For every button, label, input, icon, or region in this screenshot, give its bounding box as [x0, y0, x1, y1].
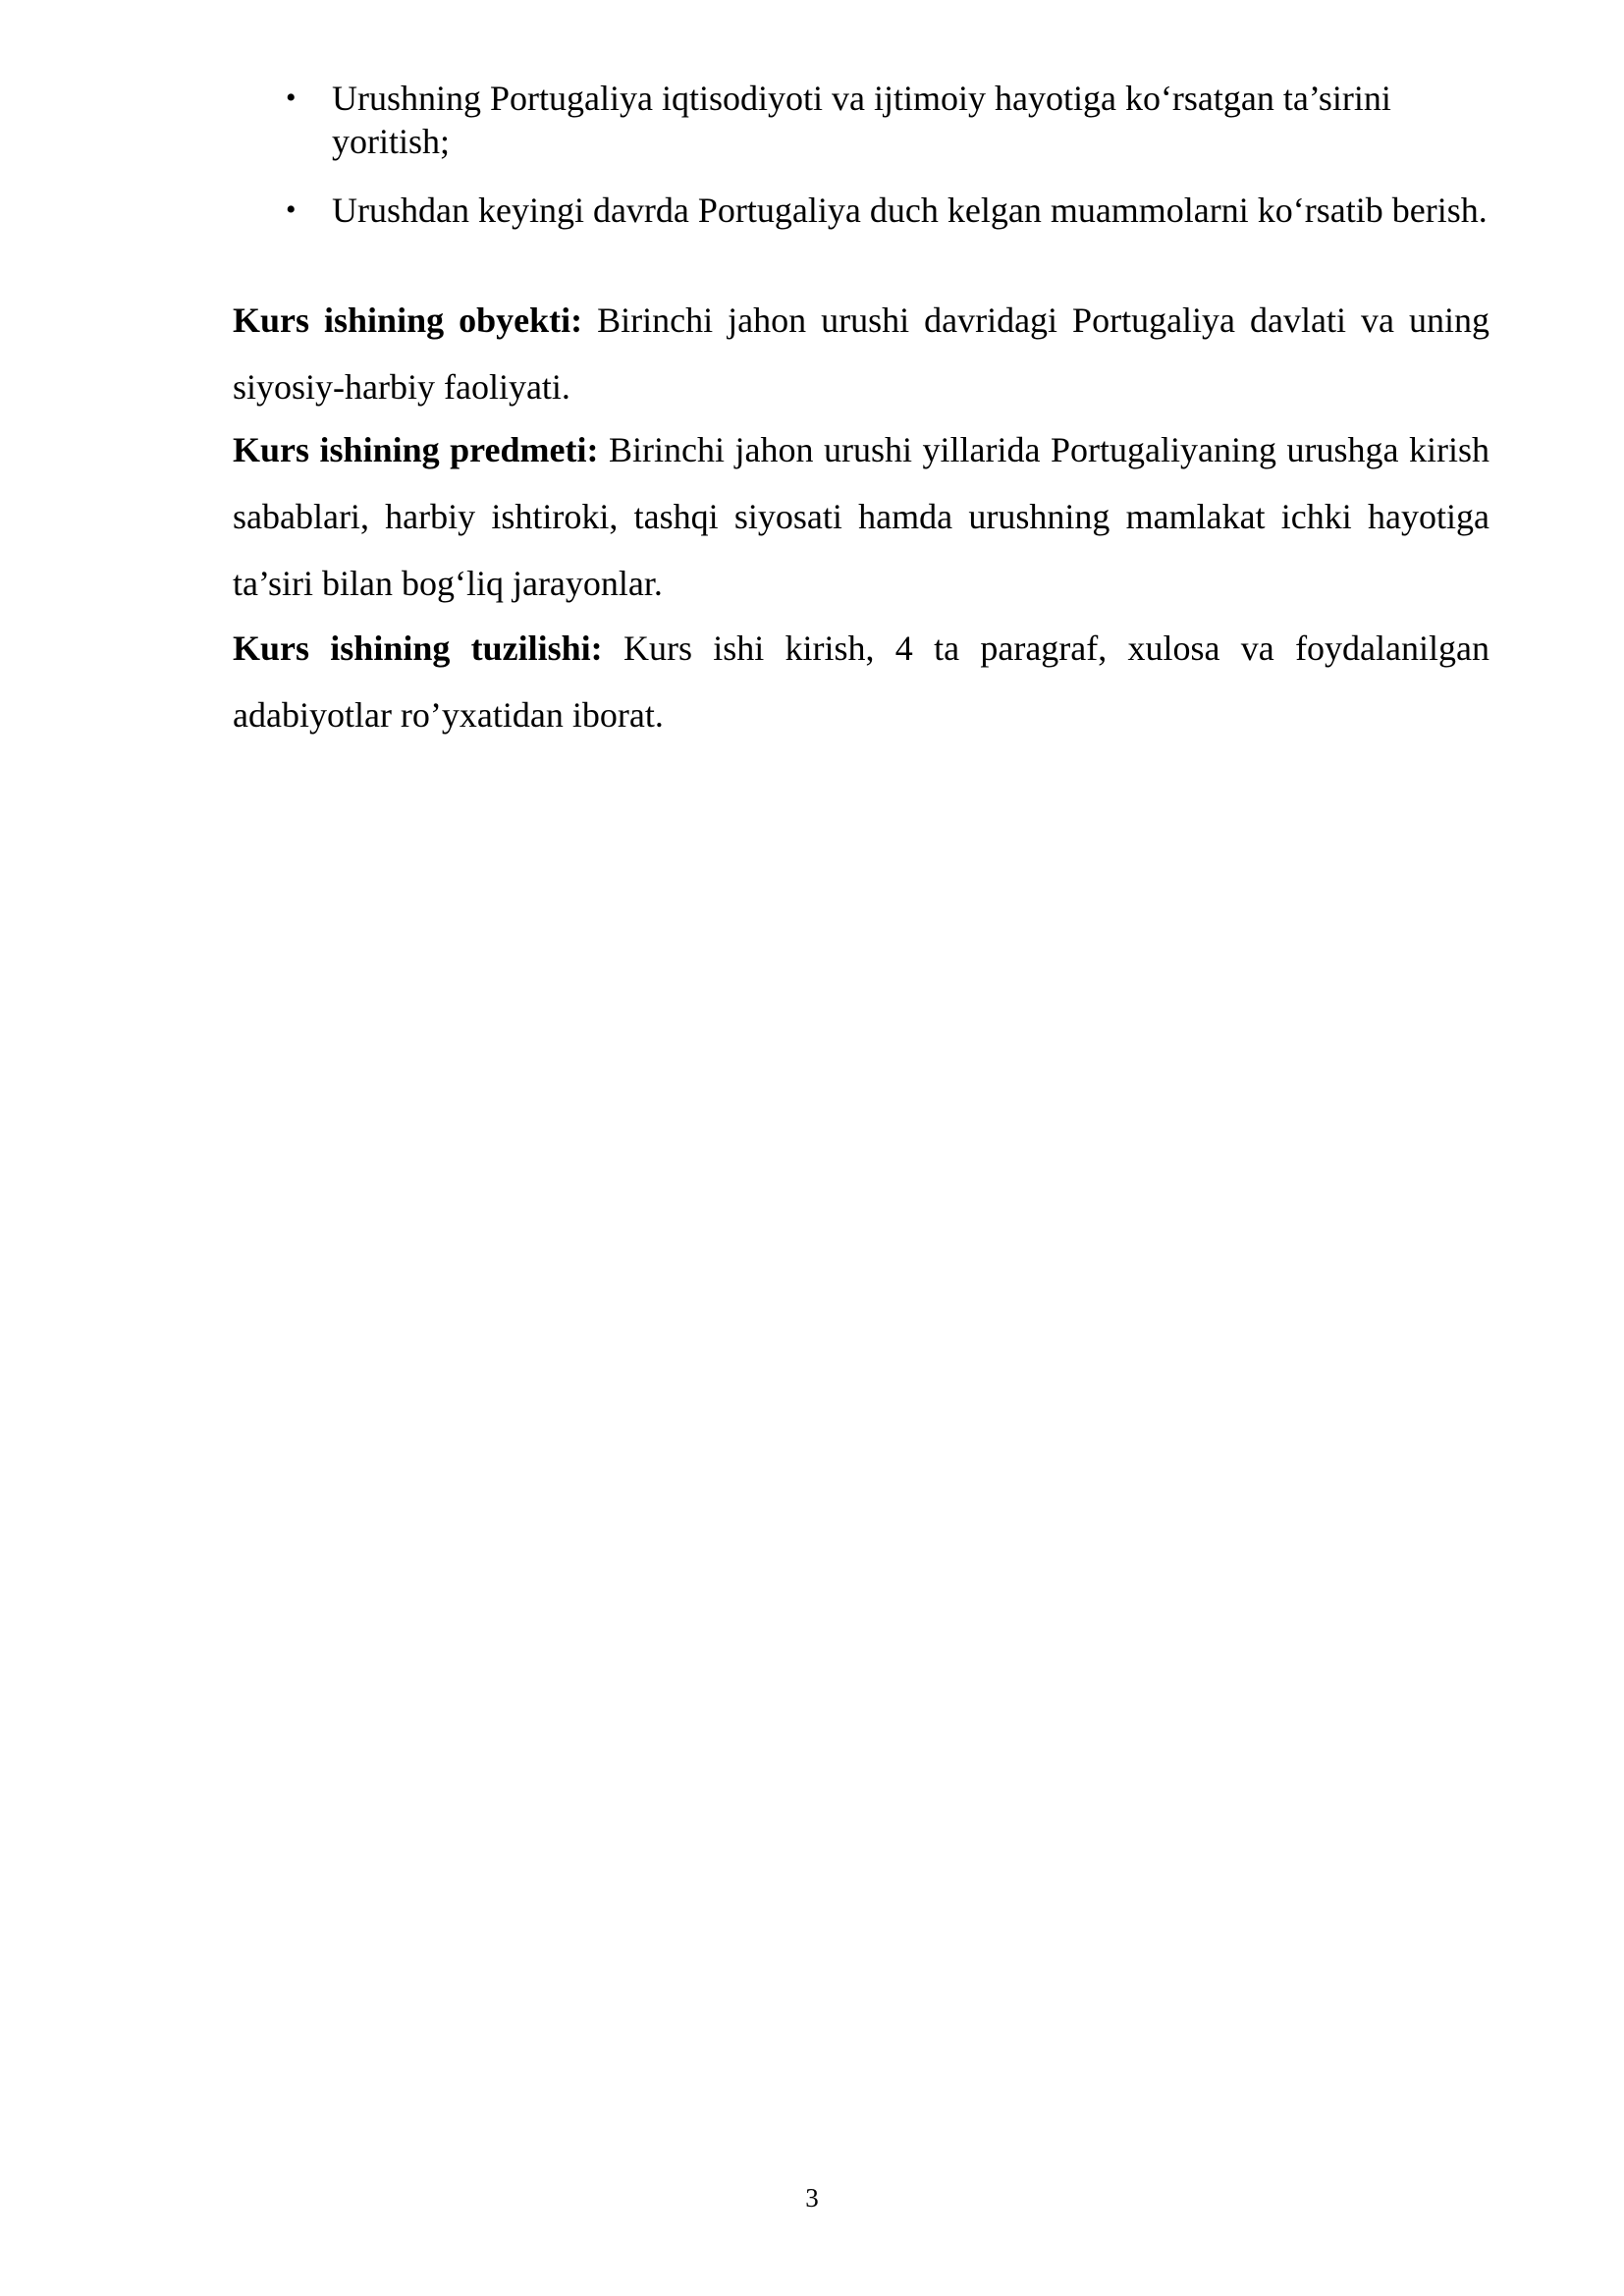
structure-text: Kurs ishi kirish, 4 ta paragraf, xulosa va foydalanilgan adabiyotlar ro’yxatidan iborat.	[233, 629, 1489, 735]
subject-label: Kurs ishining predmeti:	[233, 430, 599, 469]
structure-paragraph	[233, 615, 1489, 748]
subject-paragraph	[233, 416, 1489, 617]
object-text: Birinchi jahon urushi davridagi Portugaliya davlati va uning siyosiy-harbiy faoliyati.	[233, 301, 1489, 407]
list-item-text: Urushning Portugaliya iqtisodiyoti va ijtimoiy hayotiga ko‘rsatgan ta’sirini yoritish;	[332, 79, 1391, 161]
objectives-list	[278, 77, 1495, 257]
object-label: Kurs ishining obyekti:	[233, 301, 583, 340]
subject-text: Birinchi jahon urushi yillarida Portugaliyaning urushga kirish sabablari, harbiy ishtiroki, tashqi siyosati hamda urushning mamlakat ichki hayotiga ta’siri bilan bog‘liq jarayonlar.	[233, 430, 1490, 603]
object-paragraph	[233, 287, 1489, 420]
page-number: 3	[805, 2183, 819, 2213]
list-item-text: Urushdan keyingi davrda Portugaliya duch kelgan muammolarni ko‘rsatib berish.	[332, 191, 1488, 230]
structure-label: Kurs ishining tuzilishi:	[233, 629, 603, 668]
bullet-icon: •	[286, 82, 297, 114]
list-item	[278, 77, 1495, 163]
list-item	[278, 189, 1495, 232]
bullet-icon: •	[286, 193, 297, 226]
